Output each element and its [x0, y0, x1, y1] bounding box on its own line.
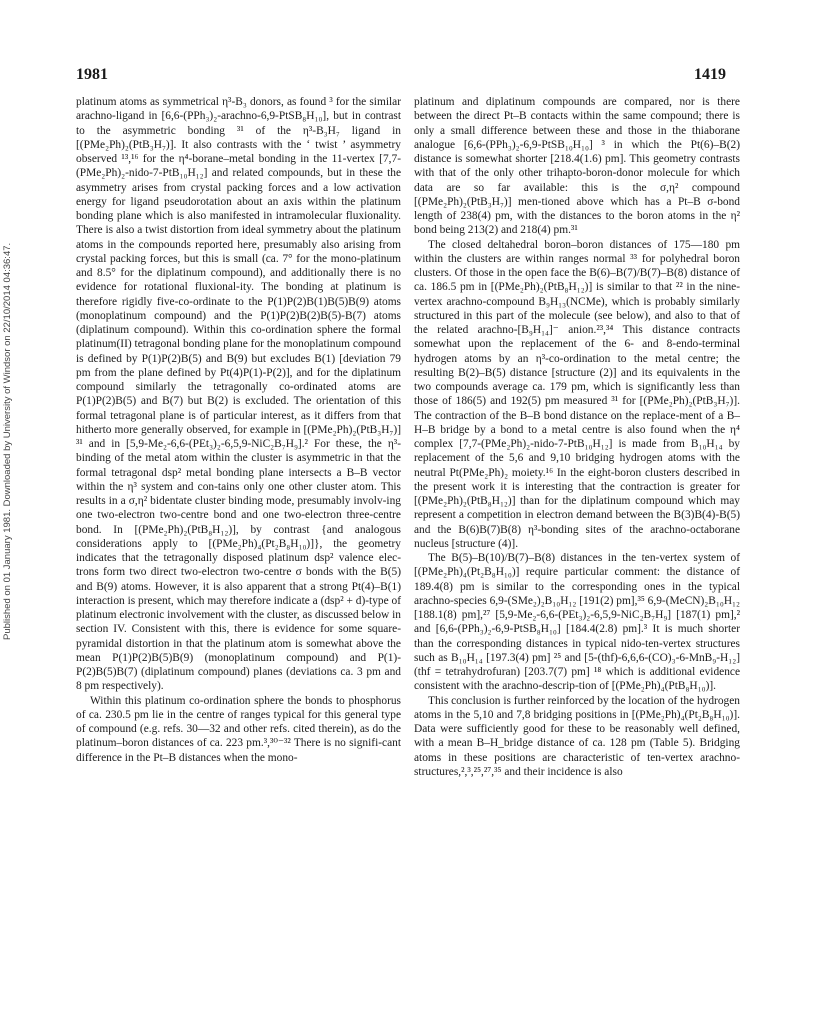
left-column — [76, 95, 401, 765]
right-paragraph-3: The B(5)–B(10)/B(7)–B(8) distances in the ten-vertex system of [(PMe₂Ph)₄(Pt₂B₈H₁₀)] require particular comment: the distance of 189.4(8) pm is similar to the corresponding ones in the typical arachno-species 6,9-(SMe₂)₂B₁₀H₁₂ [191(2) pm],³⁵ 6,9-(MeCN)₂B₁₀H₁₂ [188.1(8) pm],²⁷ [5,9-Me₂-6,6-(PEt₃)₂-6,5,9-NiC₂B₇H₉] [187(1) pm],² and [6,6-(PPh₃)₂-6,9-PtSB₈H₁₀] [184.4(2.8) pm].³ It is much shorter than the corresponding distances in typical nido-ten-vertex structures such as B₁₀H₁₄ [197.3(4) pm] ²⁵ and [5-(thf)-6,6,6-(CO)₃-6-MnB₉-H₁₂] (thf = tetrahydrofuran) [203.7(7) pm] ¹⁸ which is additional evidence consistent with the arachno-descrip-tion of [(PMe₂Ph)₄(PtB₈H₁₀)]. — [414, 552, 740, 693]
right-paragraph-4: This conclusion is further reinforced by the location of the hydrogen atoms in the 5,10 and 7,8 bridging positions in [(PMe₂Ph)₄(Pt₂B₈H₁₀)]. Data were sufficiently good for these to be reasonably well defined, with a mean B–H_bridge distance of ca. 128 pm (Table 5). Bridging atoms in these positions are characteristic of ten-vertex arachno-structures,²,³,²⁵,²⁷,³⁵ and their incidence is also — [414, 694, 740, 778]
left-paragraph-2: Within this platinum co-ordination sphere the bonds to phosphorus of ca. 230.5 pm lie in the centre of ranges typical for this general type of compound (e.g. refs. 30—32 and other refs. cited therein), as do the platinum–boron distances of ca. 223 pm.³,³⁰⁻³² There is no signifi-cant difference in the Pt–B distances when the mono- — [76, 694, 401, 764]
journal-year: 1981 — [76, 66, 108, 83]
right-paragraph-2: The closed deltahedral boron–boron distances of 175—180 pm within the clusters are within ranges normal ³³ for polyhedral boron clusters. Of those in the open face the B(6)–B(7)/B(7)–B(8) distance of ca. 186.5 pm in [(PMe₂Ph)₂(PtB₈H₁₂)] is similar to that ²² in the nine-vertex arachno-compound B₉H₁₃(NCMe), which is probably similarly structured in this part of the molecule (see below), and also to that of the related arachno-[B₉H₁₄]⁻ anion.²³,³⁴ This distance contracts somewhat upon the replacement of the 6- and 8-endo-terminal hydrogen atoms by an η³-co-ordination to the metal centre; the resulting B(2)–B(5) distance [structure (2)] and its equivalents in the two compounds average ca. 179 pm, which is significantly less than those of 186(5) and 192(5) pm measured ³¹ for [(PMe₂Ph)₂(PtB₃H₇)]. The contraction of the B–B bond distance on the replace-ment of a B–H–B bridge by a bond to a metal centre is also found when the η⁴ complex [7,7-(PMe₂Ph)₂-nido-7-PtB₁₀H₁₂] is made from B₁₀H₁₄ by replacement of the 5,6 and 9,10 bridging hydrogen atoms with the neutral Pt(PMe₂Ph)₂ moiety.¹⁶ In the eight-boron clusters described in the present work it is interesting that the contraction is greater for [(PMe₂Ph)₂(PtB₈H₁₂)] than for the diplatinum compound which may represent a competition in electron demand between the B(3)B(4)-B(5) and the B(6)B(7)B(8) η³-bonding sites of the arachno-octaborane nucleus [structure (4)]. — [414, 238, 740, 550]
left-paragraph-1: platinum atoms as symmetrical η³-B₃ donors, as found ³ for the similar arachno-ligand in [6,6-(PPh₃)₂-arachno-6,9-PtSB₈H₁₀], but in contrast to the asymmetric bonding ³¹ of the η³-B₃H₇ ligand in [(PMe₂Ph)₂(PtB₃H₇)]. It also contrasts with the ‘ twist ’ asymmetry observed ¹³,¹⁶ for the η⁴-borane–metal bonding in the 11-vertex [7,7-(PMe₂Ph)₂-nido-7-PtB₁₀H₁₂] and related compounds, but in these the asymmetry arises from crystal packing forces and a low activation energy for ligand pseudorotation about an axis within the platinum bonding plane which is also manifested in intramolecular fluxionality. There is also a twist distortion from ideal symmetry about the platinum atoms in the compounds reported here, presumably also arising from crystal packing forces, but this is small (ca. 7° for the mono-platinum and 8.5° for the diplatinum compound), and additionally there is no evidence for rotational fluxional-ity. The bonding at platinum is therefore rigidly five-co-ordinate to the P(1)P(2)B(1)B(5)B(9) atoms (monoplatinum compound) and the P(1)P(2)B(2)B(5)-B(7) atoms (diplatinum compound). Within this co-ordination sphere the formal platinum(II) tetragonal bonding plane for the monoplatinum compound is defined by P(1)P(2)B(5) and B(9) but excludes B(1) [deviation 79 pm from the plane defined by Pt(4)P(1)-P(2)], and for the diplatinum compound similarly the tetragonally co-ordinated atoms are P(1)P(2)B(5) and B(7) but B(2) is excluded. The orientation of this formal tetragonal plane is of particular interest, as it differs from that hitherto more generally observed, for example in [(PMe₂Ph)₂(PtB₃H₇)] ³¹ and in [5,9-Me₂-6,6-(PEt₃)₂-6,5,9-NiC₂B₇H₉].² For these, the η³-binding of the metal atom within the cluster is asymmetric in that the formal tetragonal dsp² metal bonding plane intersects a B–B vector within the η³ system and con-tains only one other cluster atom. This results in a σ,η² bidentate cluster binding mode, presumably involv-ing one two-electron two-centre bond and one two-electron three-centre bond. In [(PMe₂Ph)₂(PtB₈H₁₂)], by contrast {and analogous considerations apply to [(PMe₂Ph)₄(Pt₂B₈H₁₀)]}, the geometry indicates that the tetragonally disposed platinum dsp² valence elec-trons form two direct two-electron two-centre σ bonds with the B(5) and B(9) atoms. However, it is also apparent that a strong Pt(4)–B(1) interaction is present, which may therefore indicate a (dsp² + d)-type of platinum electronic involvement with the cluster, as discussed below in section IV. Consistent with this, there is evidence for some square-pyramidal distortion in that the platinum atom is somewhat above the mean P(1)P(2)B(5)B(9) (monoplatinum compound) and P(1)-P(2)B(5)B(7) (diplatinum compound) planes (deviations ca. 3 pm and 8 pm respectively). — [76, 96, 401, 693]
right-column — [414, 95, 740, 779]
page-header — [76, 66, 726, 88]
right-paragraph-1: platinum and diplatinum compounds are compared, nor is there between the direct Pt–B contacts within the same compound; there is only a small difference between these and those in the thiaborane analogue [6,6-(PPh₃)₂-6,9-PtSB₁₀H₁₀] ³ in which the Pt(6)–B(2) distance is somewhat shorter [218.4(1.6) pm]. This geometry contrasts with that of the only other trihapto-boron-donor molecule for which data are so far available: this is the σ,η² compound [(PMe₂Ph)₂(PtB₃H₇)] men-tioned above which has a Pt–B σ-bond length of 238(4) pm, with the distances to the boron atoms in the η² bond being 213(2) and 218(4) pm.³¹ — [414, 96, 740, 237]
page-number: 1419 — [694, 66, 726, 83]
download-notice: Published on 01 January 1981. Downloaded by University of Windsor on 22/10/2014 04:36:47. — [2, 242, 13, 640]
